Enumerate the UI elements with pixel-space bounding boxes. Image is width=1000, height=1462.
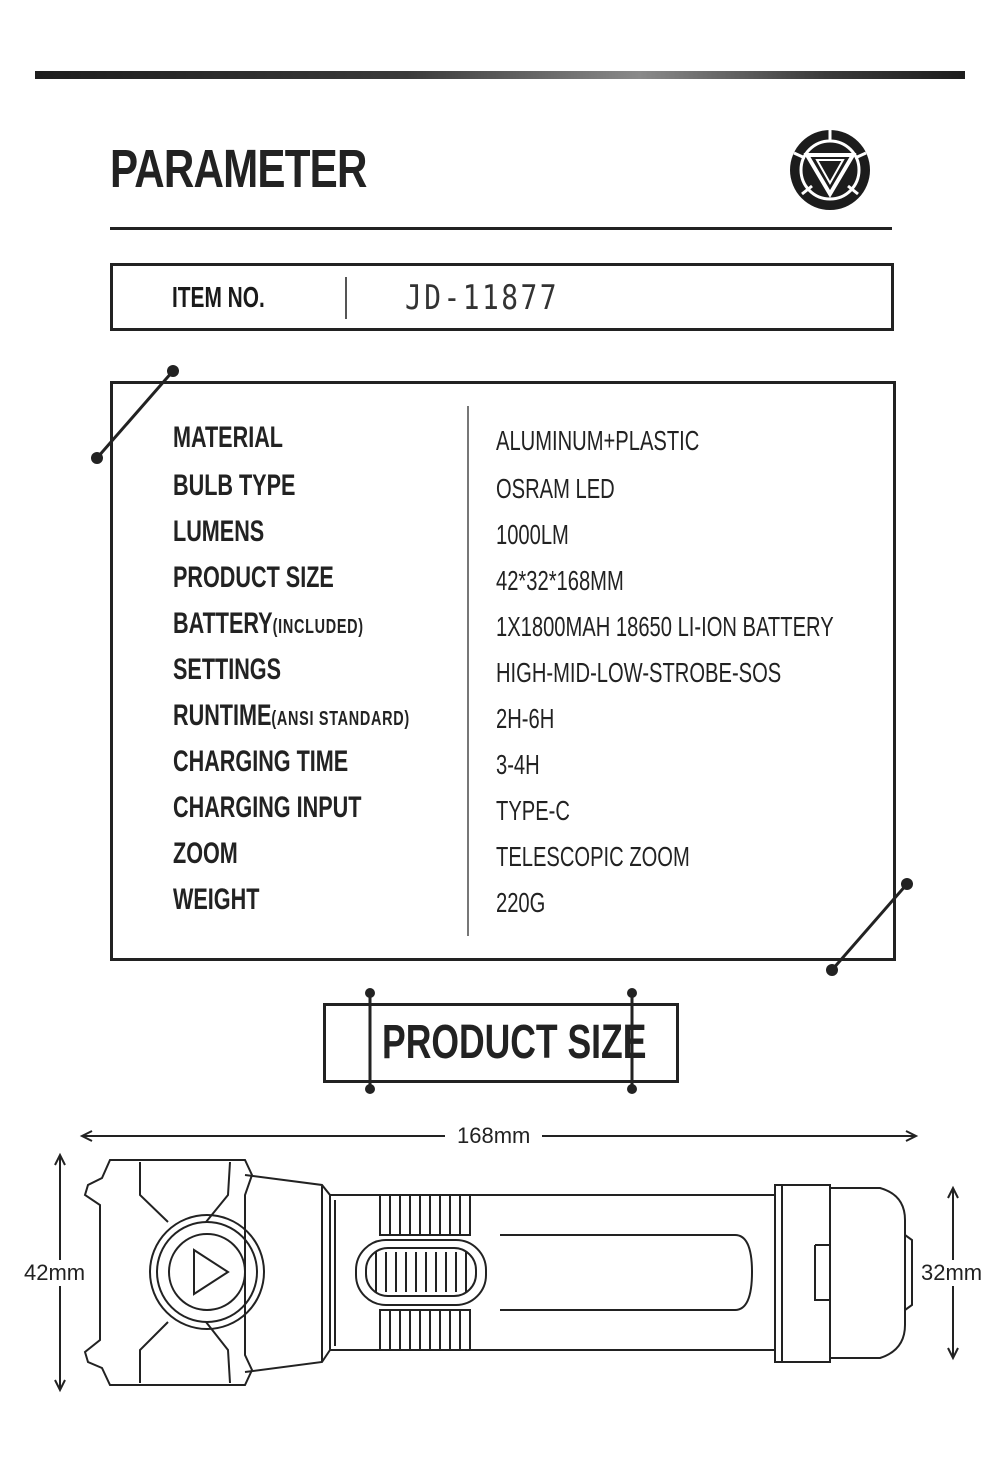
- spec-row-settings: [0, 653, 1000, 693]
- arc-reactor-triangle-icon: [788, 128, 872, 212]
- spec-row-zoom: [0, 837, 1000, 877]
- spec-label: BATTERY(INCLUDED): [173, 607, 364, 640]
- top-divider-bar: [35, 71, 965, 79]
- title-underline: [110, 227, 892, 230]
- spec-label-note: (INCLUDED): [272, 616, 364, 638]
- spec-label: CHARGING INPUT: [173, 791, 362, 824]
- size-header-pin-left: [360, 985, 380, 1097]
- product-size-title: PRODUCT SIZE: [382, 1016, 647, 1069]
- spec-label: MATERIAL: [173, 421, 283, 454]
- spec-value: 1000LM: [496, 519, 569, 550]
- spec-value: TYPE-C: [496, 795, 570, 826]
- spec-row-battery: [0, 607, 1000, 647]
- spec-value: 220G: [496, 887, 546, 918]
- spec-row-charging-input: [0, 791, 1000, 831]
- spec-label-note: (ANSI STANDARD): [271, 708, 410, 730]
- spec-row-lumens: [0, 515, 1000, 555]
- item-number-value: JD-11877: [405, 278, 559, 318]
- head-diameter-dimension-label: 32mm: [921, 1260, 983, 1285]
- item-divider: [345, 277, 347, 319]
- spec-label: SETTINGS: [173, 653, 282, 686]
- spec-value: 2H-6H: [496, 703, 555, 734]
- spec-label: LUMENS: [173, 515, 265, 548]
- item-number-label: ITEM NO.: [172, 282, 265, 314]
- spec-value: 3-4H: [496, 749, 540, 780]
- spec-row-weight: [0, 883, 1000, 923]
- spec-label: ZOOM: [173, 837, 238, 870]
- spec-value: ALUMINUM+PLASTIC: [496, 425, 700, 456]
- spec-label: PRODUCT SIZE: [173, 561, 334, 594]
- spec-label: WEIGHT: [173, 883, 260, 916]
- spec-row-charging-time: [0, 745, 1000, 785]
- spec-value: 1X1800MAH 18650 LI-ION BATTERY: [496, 611, 834, 642]
- spec-value: TELESCOPIC ZOOM: [496, 841, 690, 872]
- spec-row-material: [0, 421, 1000, 461]
- spec-value: 42*32*168MM: [496, 565, 624, 596]
- spec-label: RUNTIME(ANSI STANDARD): [173, 699, 410, 732]
- page-title: PARAMETER: [110, 139, 367, 199]
- spec-value: HIGH-MID-LOW-STROBE-SOS: [496, 657, 782, 688]
- spec-value: OSRAM LED: [496, 473, 615, 504]
- spec-row-runtime: [0, 699, 1000, 739]
- spec-row-product-size: [0, 561, 1000, 601]
- spec-label: CHARGING TIME: [173, 745, 349, 778]
- spec-row-bulb-type: [0, 469, 1000, 509]
- length-dimension-label: 168mm: [445, 1123, 542, 1149]
- spec-label: BULB TYPE: [173, 469, 296, 502]
- height-dimension-label: 42mm: [24, 1260, 86, 1285]
